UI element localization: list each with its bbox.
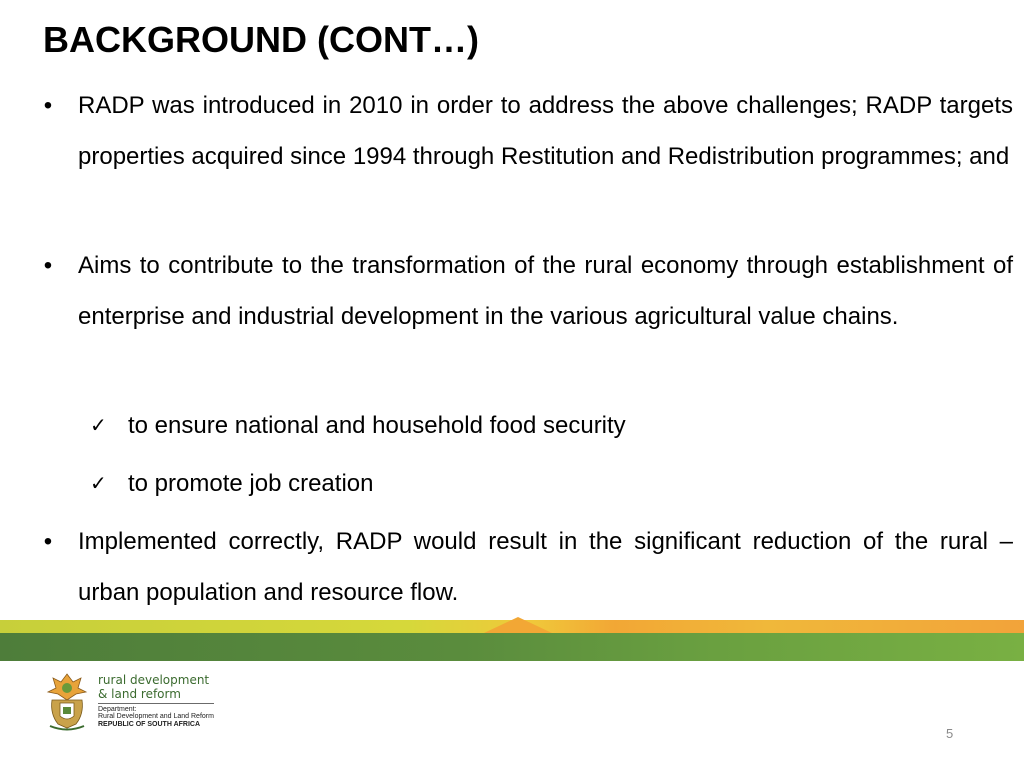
sub-bullet-item <box>90 458 374 509</box>
bullet-item <box>43 240 1013 342</box>
bullet-marker: • <box>43 528 53 555</box>
checkmark-icon: ✓ <box>90 413 107 437</box>
sub-bullet-text: to ensure national and household food security <box>128 412 626 439</box>
slide-title: BACKGROUND (CONT…) <box>43 19 479 60</box>
bullet-text: Implemented correctly, RADP would result in the significant reduction of the rural – urban population and resource flow. <box>78 528 1013 606</box>
bullet-item <box>43 80 1013 182</box>
logo-dept-name: Rural Development and Land Reform <box>98 713 214 720</box>
coat-of-arms-icon <box>44 670 90 732</box>
footer-band-green <box>0 633 1024 661</box>
department-logo <box>44 670 234 734</box>
checkmark-icon: ✓ <box>90 471 107 495</box>
logo-country: REPUBLIC OF SOUTH AFRICA <box>98 721 201 728</box>
page-number: 5 <box>946 726 954 741</box>
logo-text-line1: rural development <box>98 673 210 687</box>
bullet-text: Aims to contribute to the transformation of the rural economy through establishment of enterprise and industrial development in the various agricultural value chains. <box>78 252 1013 330</box>
logo-divider <box>98 703 214 704</box>
footer-band-peak <box>484 617 552 633</box>
logo-text-line2: & land reform <box>98 687 181 701</box>
sub-bullet-item <box>90 400 626 451</box>
bullet-marker: • <box>43 252 53 279</box>
bullet-marker: • <box>43 92 53 119</box>
sub-bullet-text: to promote job creation <box>128 470 374 497</box>
logo-dept-label: Department: <box>98 706 137 713</box>
bullet-item <box>43 516 1013 618</box>
bullet-text: RADP was introduced in 2010 in order to address the above challenges; RADP targets properties acquired since 1994 through Restitution and Redistribution programmes; and <box>78 92 1013 170</box>
